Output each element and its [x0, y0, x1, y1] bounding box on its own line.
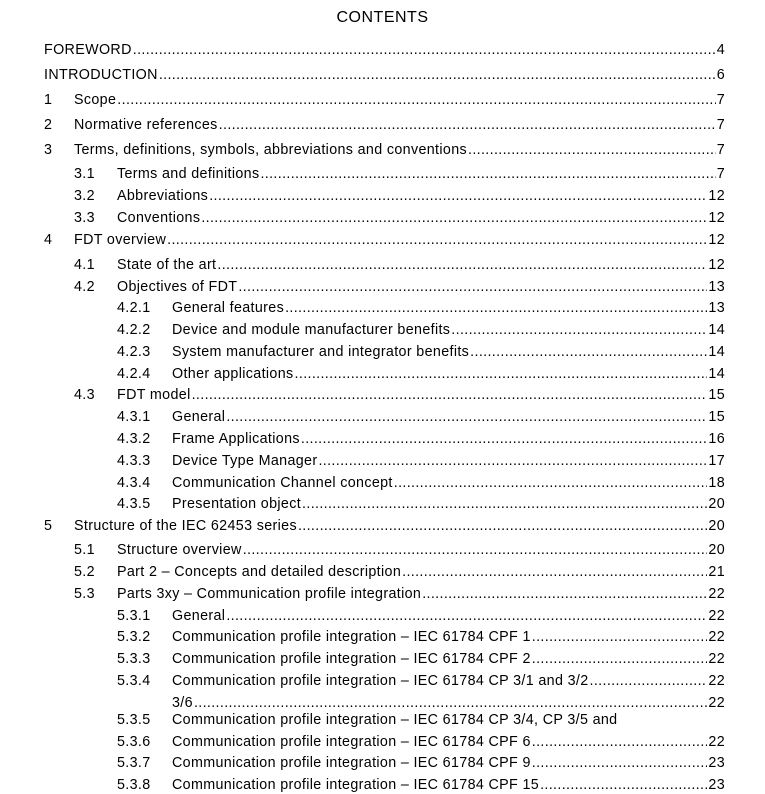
toc-entry-label: Communication profile integration – IEC 61784 CP 3/1 and 3/2 [172, 673, 589, 689]
toc-entry-number: 5.2 [74, 564, 95, 580]
toc-entry-number: 4.2.2 [117, 322, 151, 338]
toc-entry-page: 22 [708, 734, 725, 750]
toc-entry-label: Normative references [74, 117, 218, 133]
toc-entry-page: 23 [708, 777, 725, 793]
toc-entry-label: Device and module manufacturer benefits [172, 322, 451, 338]
toc-entry-page: 22 [708, 695, 725, 711]
toc-entry[interactable] [44, 66, 725, 84]
toc-entry[interactable] [74, 256, 725, 274]
page-title: CONTENTS [336, 9, 429, 26]
toc-entry-number: 5.3 [74, 586, 95, 602]
toc-entry-label: Communication profile integration – IEC 61784 CPF 1 [172, 629, 531, 645]
toc-entry[interactable] [117, 452, 725, 470]
dot-leader [209, 187, 707, 205]
toc-entry[interactable] [117, 733, 725, 751]
toc-entry-page: 18 [708, 475, 725, 491]
toc-entry-label: Communication Channel concept [172, 475, 393, 491]
toc-entry-page: 4 [716, 42, 725, 58]
toc-entry-number: 4.3.4 [117, 475, 151, 491]
toc-entry-number: 4.2 [74, 279, 95, 295]
toc-entry-label: Other applications [172, 366, 294, 382]
dot-leader [219, 116, 716, 134]
toc-entry-page: 21 [708, 564, 725, 580]
toc-entry-label-continuation: 3/6 [172, 695, 193, 711]
toc-entry-label: Parts 3xy – Communication profile integration [117, 586, 422, 602]
dot-leader [194, 694, 707, 712]
toc-entry-number: 5.3.1 [117, 608, 151, 624]
toc-entry-page: 17 [708, 453, 725, 469]
dot-leader [532, 733, 708, 751]
toc-entry-label: System manufacturer and integrator benefits [172, 344, 470, 360]
dot-leader [133, 41, 716, 59]
toc-entry-number: 5.3.8 [117, 777, 151, 793]
toc-entry[interactable] [74, 585, 725, 603]
toc-entry-page: 20 [708, 496, 725, 512]
toc-entry-number: 3.2 [74, 188, 95, 204]
toc-entry-number: 5.3.2 [117, 629, 151, 645]
toc-entry[interactable] [117, 474, 725, 492]
dot-leader [394, 474, 708, 492]
toc-entry[interactable] [117, 607, 725, 625]
toc-entry-number: 3 [44, 142, 53, 158]
toc-entry-number: 1 [44, 92, 53, 108]
toc-entry-label: Communication profile integration – IEC 61784 CPF 2 [172, 651, 531, 667]
toc-entry-page: 22 [708, 651, 725, 667]
toc-entry[interactable] [74, 278, 725, 296]
toc-entry-label: FDT overview [74, 232, 167, 248]
toc-entry-label: Objectives of FDT [117, 279, 238, 295]
toc-entry-page: 7 [716, 142, 725, 158]
toc-entry-page: 15 [708, 409, 725, 425]
dot-leader [285, 299, 707, 317]
toc-entry[interactable] [117, 754, 725, 772]
toc-entry-number: 3.1 [74, 166, 95, 182]
toc-entry-label: Structure of the IEC 62453 series [74, 518, 297, 534]
toc-entry-number: 5.3.5 [117, 712, 151, 728]
toc-entry-page: 22 [708, 608, 725, 624]
toc-entry-number: 5.3.3 [117, 651, 151, 667]
toc-entry-label: State of the art [117, 257, 217, 273]
toc-entry[interactable] [74, 563, 725, 581]
dot-leader [217, 256, 707, 274]
toc-entry-page: 12 [708, 257, 725, 273]
toc-entry-label: Frame Applications [172, 431, 300, 447]
toc-entry-page: 22 [708, 673, 725, 689]
toc-entry-label: Terms, definitions, symbols, abbreviations and conventions [74, 142, 468, 158]
toc-entry[interactable] [44, 231, 725, 249]
toc-entry[interactable] [74, 209, 725, 227]
dot-leader [201, 209, 707, 227]
toc-entry-number: 4.1 [74, 257, 95, 273]
toc-entry-page: 15 [708, 387, 725, 403]
toc-entry[interactable] [117, 343, 725, 361]
toc-entry[interactable] [44, 141, 725, 159]
dot-leader [302, 495, 707, 513]
toc-entry-label: FDT model [117, 387, 191, 403]
dot-leader [540, 776, 707, 794]
dot-leader [243, 541, 708, 559]
dot-leader [260, 165, 715, 183]
toc-entry-number: 5.3.7 [117, 755, 151, 771]
toc-entry-label: FOREWORD [44, 42, 132, 58]
toc-entry-label: Communication profile integration – IEC 61784 CPF 6 [172, 734, 531, 750]
toc-entry-number: 5.3.6 [117, 734, 151, 750]
toc-entry[interactable] [117, 408, 725, 426]
dot-leader [238, 278, 707, 296]
dot-leader [192, 386, 708, 404]
toc-entry-number: 4.2.4 [117, 366, 151, 382]
dot-leader [159, 66, 716, 84]
toc-entry[interactable] [74, 386, 725, 404]
toc-entry-page: 16 [708, 431, 725, 447]
toc-entry-number: 4.3.5 [117, 496, 151, 512]
toc-entry[interactable] [117, 299, 725, 317]
toc-entry[interactable] [117, 628, 725, 646]
toc-entry-label: Communication profile integration – IEC 61784 CP 3/4, CP 3/5 and [172, 712, 618, 728]
toc-entry-number: 5.1 [74, 542, 95, 558]
toc-entry-page: 20 [708, 518, 725, 534]
toc-entry-number: 4.2.3 [117, 344, 151, 360]
toc-entry-label: General [172, 608, 226, 624]
toc-entry-label: Scope [74, 92, 117, 108]
toc-entry-page: 14 [708, 366, 725, 382]
toc-entry[interactable] [117, 321, 725, 339]
toc-entry[interactable] [117, 711, 617, 729]
dot-leader [226, 607, 707, 625]
toc-entry-page: 20 [708, 542, 725, 558]
toc-entry-number: 4.3 [74, 387, 95, 403]
dot-leader [532, 650, 708, 668]
toc-entry-page: 14 [708, 344, 725, 360]
toc-entry-page: 7 [716, 117, 725, 133]
dot-leader [402, 563, 707, 581]
toc-entry-page: 22 [708, 629, 725, 645]
dot-leader [226, 408, 707, 426]
toc-entry[interactable] [44, 91, 725, 109]
toc-entry[interactable] [74, 541, 725, 559]
toc-entry-page: 23 [708, 755, 725, 771]
toc-entry[interactable] [117, 365, 725, 383]
toc-entry-number: 5.3.4 [117, 673, 151, 689]
toc-entry-number: 4.3.2 [117, 431, 151, 447]
dot-leader [295, 365, 708, 383]
dot-leader [117, 91, 715, 109]
toc-entry[interactable] [74, 187, 725, 205]
toc-entry-page: 14 [708, 322, 725, 338]
toc-entry-page: 12 [708, 232, 725, 248]
dot-leader [318, 452, 707, 470]
dot-leader [167, 231, 707, 249]
toc-entry[interactable] [44, 517, 725, 535]
toc-entry-label: General [172, 409, 226, 425]
toc-entry-continuation[interactable] [172, 694, 725, 712]
toc-entry-number: 4.3.1 [117, 409, 151, 425]
toc-entry[interactable] [117, 776, 725, 794]
toc-entry-page: 7 [716, 166, 725, 182]
toc-entry-page: 7 [716, 92, 725, 108]
dot-leader [451, 321, 707, 339]
toc-entry-number: 2 [44, 117, 53, 133]
toc-entry-label: Communication profile integration – IEC 61784 CPF 15 [172, 777, 540, 793]
dot-leader [468, 141, 716, 159]
toc-entry-page: 22 [708, 586, 725, 602]
toc-entry-page: 13 [708, 300, 725, 316]
toc-entry-page: 12 [708, 188, 725, 204]
toc-entry-label: Terms and definitions [117, 166, 260, 182]
toc-entry-label: Structure overview [117, 542, 242, 558]
dot-leader [532, 628, 708, 646]
toc-entry-page: 13 [708, 279, 725, 295]
dot-leader [301, 430, 708, 448]
toc-entry-label: Presentation object [172, 496, 302, 512]
toc-entry[interactable] [117, 650, 725, 668]
toc-entry[interactable] [44, 116, 725, 134]
toc-entry-number: 5 [44, 518, 53, 534]
toc-entry-label: Conventions [117, 210, 201, 226]
toc-entry-number: 4.2.1 [117, 300, 151, 316]
toc-entry[interactable] [117, 495, 725, 513]
toc-entry-label: General features [172, 300, 285, 316]
dot-leader [298, 517, 707, 535]
toc-entry-label: Abbreviations [117, 188, 209, 204]
toc-entry[interactable] [74, 165, 725, 183]
toc-entry[interactable] [44, 41, 725, 59]
toc-entry-page: 6 [716, 67, 725, 83]
toc-entry-page: 12 [708, 210, 725, 226]
toc-entry[interactable] [117, 672, 725, 690]
toc-entry-label: INTRODUCTION [44, 67, 158, 83]
dot-leader [470, 343, 707, 361]
toc-entry[interactable] [117, 430, 725, 448]
toc-entry-label: Communication profile integration – IEC 61784 CPF 9 [172, 755, 531, 771]
toc-entry-number: 4 [44, 232, 53, 248]
toc-entry-number: 4.3.3 [117, 453, 151, 469]
toc-entry-label: Part 2 – Concepts and detailed description [117, 564, 402, 580]
dot-leader [590, 672, 708, 690]
dot-leader [422, 585, 707, 603]
dot-leader [532, 754, 708, 772]
toc-entry-label: Device Type Manager [172, 453, 318, 469]
toc-entry-number: 3.3 [74, 210, 95, 226]
